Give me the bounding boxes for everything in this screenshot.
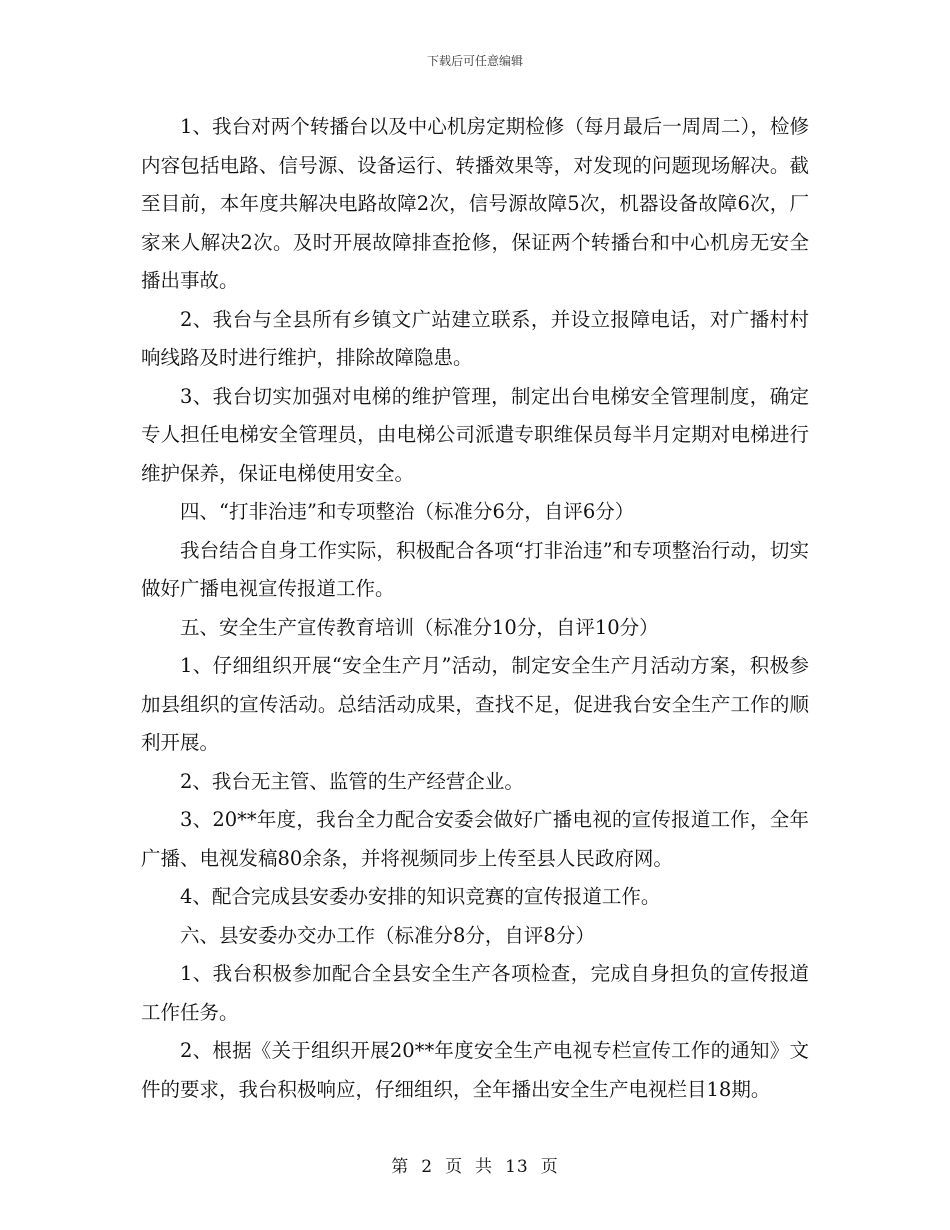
paragraph-10: 4、配合完成县安委办安排的知识竞赛的宣传报道工作。 (180, 885, 661, 908)
paragraph-9: 3、20**年度，我台全力配合安委会做好广播电视的宣传报道工作，全年广播、电视发稿80余条，并将视频同步上传至县人民政府网。 (141, 808, 809, 870)
footer-label-page: 页 (445, 1157, 464, 1177)
footer-label-before: 第 (391, 1157, 410, 1177)
document-body (141, 108, 809, 1109)
paragraph-7: 1、仔细组织开展“安全生产月”活动，制定安全生产月活动方案，积极参加县组织的宣传活动。总结活动成果，查找不足，促进我台安全生产工作的顺利开展。 (141, 654, 809, 754)
paragraph-12: 1、我台积极参加配合全县安全生产各项检查，完成自身担负的宣传报道工作任务。 (141, 962, 809, 1024)
paragraph-8: 2、我台无主管、监管的生产经营企业。 (180, 769, 524, 793)
page-footer (0, 1152, 950, 1177)
section-heading-4: 四、“打非治违”和专项整治（标准分6分，自评6分） (180, 500, 635, 523)
current-page-number: 2 (421, 1157, 434, 1177)
page-header: 下载后可任意编辑 (426, 54, 523, 68)
paragraph-3: 3、我台切实加强对电梯的维护管理，制定出台电梯安全管理制度，确定专人担任电梯安全管理员，由电梯公司派遣专职维保员每半月定期对电梯进行维护保养，保证电梯使用安全。 (141, 384, 809, 485)
paragraph-5: 我台结合自身工作实际，积极配合各项“打非治违”和专项整治行动，切实做好广播电视宣传报道工作。 (141, 538, 809, 600)
total-pages-number: 13 (505, 1157, 529, 1177)
section-heading-5: 五、安全生产宣传教育培训（标准分10分，自评10分） (180, 615, 659, 639)
footer-label-end: 页 (540, 1157, 559, 1177)
footer-label-total: 共 (475, 1157, 494, 1177)
paragraph-2: 2、我台与全县所有乡镇文广站建立联系，并设立报障电话，对广播村村响线路及时进行维护，排除故障隐患。 (141, 307, 809, 369)
section-heading-6: 六、县安委办交办工作（标准分8分，自评8分） (180, 923, 595, 947)
paragraph-1: 1、我台对两个转播台以及中心机房定期检修（每月最后一周周二），检修内容包括电路、信号源、设备运行、转播效果等，对发现的问题现场解决。截至目前，本年度共解决电路故障2次，信号源故障5次，机器设备故障6次，厂家来人解决2次。及时开展故障排查抢修，保证两个转播台和中心机房无安全播出事故。 (141, 115, 809, 292)
paragraph-13: 2、根据《关于组织开展20**年度安全生产电视专栏宣传工作的通知》文件的要求，我台积极响应，仔细组织，全年播出安全生产电视栏目18期。 (141, 1039, 809, 1101)
